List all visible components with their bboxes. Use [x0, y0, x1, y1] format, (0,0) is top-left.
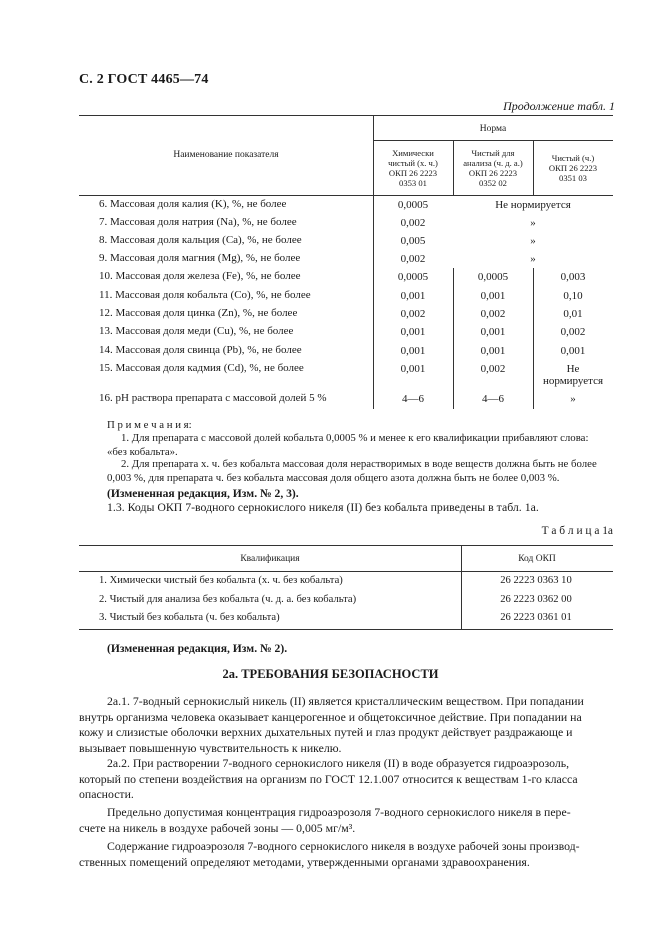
row-name: 13. Массовая доля меди (Cu), %, не более [99, 325, 294, 337]
header-line: Чистый (ч.) [551, 153, 595, 163]
value-cda: 0,001 [480, 326, 506, 338]
table-continuation-label: Продолжение табл. 1 [503, 99, 615, 113]
paragraph-line: который по степени воздействия на организм по ГОСТ 12.1.007 относится к веществам 1-го класса [79, 772, 578, 786]
table-header-bottom-border [79, 195, 613, 196]
row-name: 12. Массовая доля цинка (Zn), %, не более [99, 307, 298, 319]
value-c: 0,001 [560, 345, 586, 357]
paragraph-line: Содержание гидроаэрозоля 7-водного сернокислого никеля в воздухе рабочей зоны производ- [107, 839, 580, 853]
table-top-border [79, 115, 613, 116]
header-line: 0353 01 [399, 178, 427, 188]
value-ch: 0,001 [400, 290, 426, 302]
header-line: Чистый для [471, 148, 515, 158]
header-line: ОКП 26 2223 [468, 168, 518, 178]
paragraph-line: 2а.2. При растворении 7-водного сернокислого никеля (II) в воде образуется гидроаэрозоль, [107, 756, 570, 770]
norma-underline [373, 140, 613, 141]
paragraph-line: ственных помещений определяют методами, утвержденными органами здравоохранения. [79, 855, 530, 869]
paragraph-line: внутрь организма человека оказывает канцерогенное и общетоксичное действие. При попадании на [79, 710, 582, 724]
table-1a-caption: Т а б л и ц а 1а [541, 525, 613, 537]
row-code: 26 2223 0363 10 [500, 575, 572, 586]
note-2-line: 2. Для препарата х. ч. без кобальта массовая доля нерастворимых в воде веществ должна быть не более [121, 458, 597, 470]
header-qualification: Квалификация [240, 554, 300, 564]
value-cda: 0,002 [480, 308, 506, 320]
row-name: 6. Массовая доля калия (K), %, не более [99, 198, 287, 210]
header-okp-code: Код ОКП [518, 554, 556, 564]
section-title: 2а. ТРЕБОВАНИЯ БЕЗОПАСНОСТИ [222, 667, 439, 681]
value-c: 0,003 [560, 271, 586, 283]
header-line: анализа (ч. д. а.) [463, 158, 523, 168]
row-name: 16. pH раствора препарата с массовой долей 5 % [99, 392, 327, 404]
value-span: » [530, 217, 536, 229]
row-name: 7. Массовая доля натрия (Na), %, не более [99, 216, 297, 228]
value-ch: 0,0005 [397, 199, 429, 211]
paragraph-line: Предельно допустимая концентрация гидроаэрозоля 7-водного сернокислого никеля в пере- [107, 805, 571, 819]
header-line: ОКП 26 2223 [388, 168, 438, 178]
note-1-line: «без кобальта». [107, 446, 178, 458]
row-code: 26 2223 0362 00 [500, 594, 572, 605]
value-cda: 0,0005 [477, 271, 509, 283]
paragraph-line: опасности. [79, 787, 134, 801]
row-name: 9. Массовая доля магния (Mg), %, не более [99, 252, 301, 264]
table-top-border [79, 545, 613, 546]
value-ch: 0,001 [400, 363, 426, 375]
value-ch: 0,002 [400, 253, 426, 265]
row-name: 1. Химически чистый без кобальта (х. ч. без кобальта) [99, 575, 343, 586]
value-ch: 0,005 [400, 235, 426, 247]
value-ch: 4—6 [402, 393, 424, 405]
page-title: С. 2 ГОСТ 4465—74 [79, 72, 209, 87]
amendment-note: (Измененная редакция, Изм. № 2, 3). [107, 487, 299, 500]
value-line: нормируется [542, 375, 604, 387]
header-norma: Норма [479, 124, 507, 134]
header-indicator-name: Наименование показателя [173, 150, 279, 160]
row-name: 2. Чистый для анализа без кобальта (ч. д. а. без кобальта) [99, 594, 357, 605]
value-c [533, 363, 613, 387]
header-col-pure [533, 153, 613, 183]
note-1-line: 1. Для препарата с массовой долей кобальта 0,0005 % и менее к его квалификации прибавляют слова: [121, 432, 589, 444]
header-line: 0351 03 [559, 173, 587, 183]
row-name: 10. Массовая доля железа (Fe), %, не более [99, 270, 301, 282]
value-cda: 0,001 [480, 345, 506, 357]
header-col-analytical [453, 148, 533, 188]
value-span: » [530, 253, 536, 265]
header-line: 0352 02 [479, 178, 507, 188]
row-name: 15. Массовая доля кадмия (Cd), %, не более [99, 362, 304, 374]
row-name: 11. Массовая доля кобальта (Co), %, не более [99, 289, 311, 301]
value-c: » [570, 393, 576, 405]
paragraph-1-3: 1.3. Коды ОКП 7-водного сернокислого никеля (II) без кобальта приведены в табл. 1а. [107, 500, 539, 514]
paragraph-line: кожу и слизистые оболочки верхних дыхательных путей и глаз продукт действует раздражающе и [79, 725, 573, 739]
value-ch: 0,001 [400, 326, 426, 338]
value-cda: 0,001 [480, 290, 506, 302]
header-line: ОКП 26 2223 [548, 163, 598, 173]
header-line: чистый (х. ч.) [388, 158, 438, 168]
note-2-line: 0,003 %, для препарата ч. без кобальта массовая доля общего азота должна быть не более 0,003 %. [107, 472, 560, 484]
value-ch: 0,002 [400, 308, 426, 320]
paragraph-line: 2а.1. 7-водный сернокислый никель (II) является кристаллическим веществом. При попадании [107, 694, 584, 708]
value-span: » [530, 235, 536, 247]
value-ch: 0,001 [400, 345, 426, 357]
header-col-chemically-pure [373, 148, 453, 188]
value-cda: 4—6 [482, 393, 504, 405]
notes-heading: П р и м е ч а н и я: [107, 419, 192, 431]
row-code: 26 2223 0361 01 [500, 612, 572, 623]
value-cda: 0,002 [480, 363, 506, 375]
row-name: 3. Чистый без кобальта (ч. без кобальта) [99, 612, 280, 623]
value-ch: 0,0005 [397, 271, 429, 283]
value-c: 0,002 [560, 326, 586, 338]
value-line: Не [566, 363, 580, 375]
value-ch: 0,002 [400, 217, 426, 229]
value-span: Не нормируется [495, 199, 571, 211]
amendment-note: (Измененная редакция, Изм. № 2). [107, 642, 288, 655]
paragraph-line: счете на никель в воздухе рабочей зоны — 0,005 мг/м³. [79, 821, 356, 835]
paragraph-line: вызывает повышенную чувствительность к никелю. [79, 741, 342, 755]
table-bottom-border [79, 629, 613, 630]
table-header-bottom-border [79, 571, 613, 572]
value-c: 0,10 [563, 290, 583, 302]
row-name: 8. Массовая доля кальция (Ca), %, не более [99, 234, 302, 246]
header-line: Химически [392, 148, 434, 158]
value-c: 0,01 [563, 308, 583, 320]
row-name: 14. Массовая доля свинца (Pb), %, не более [99, 344, 302, 356]
